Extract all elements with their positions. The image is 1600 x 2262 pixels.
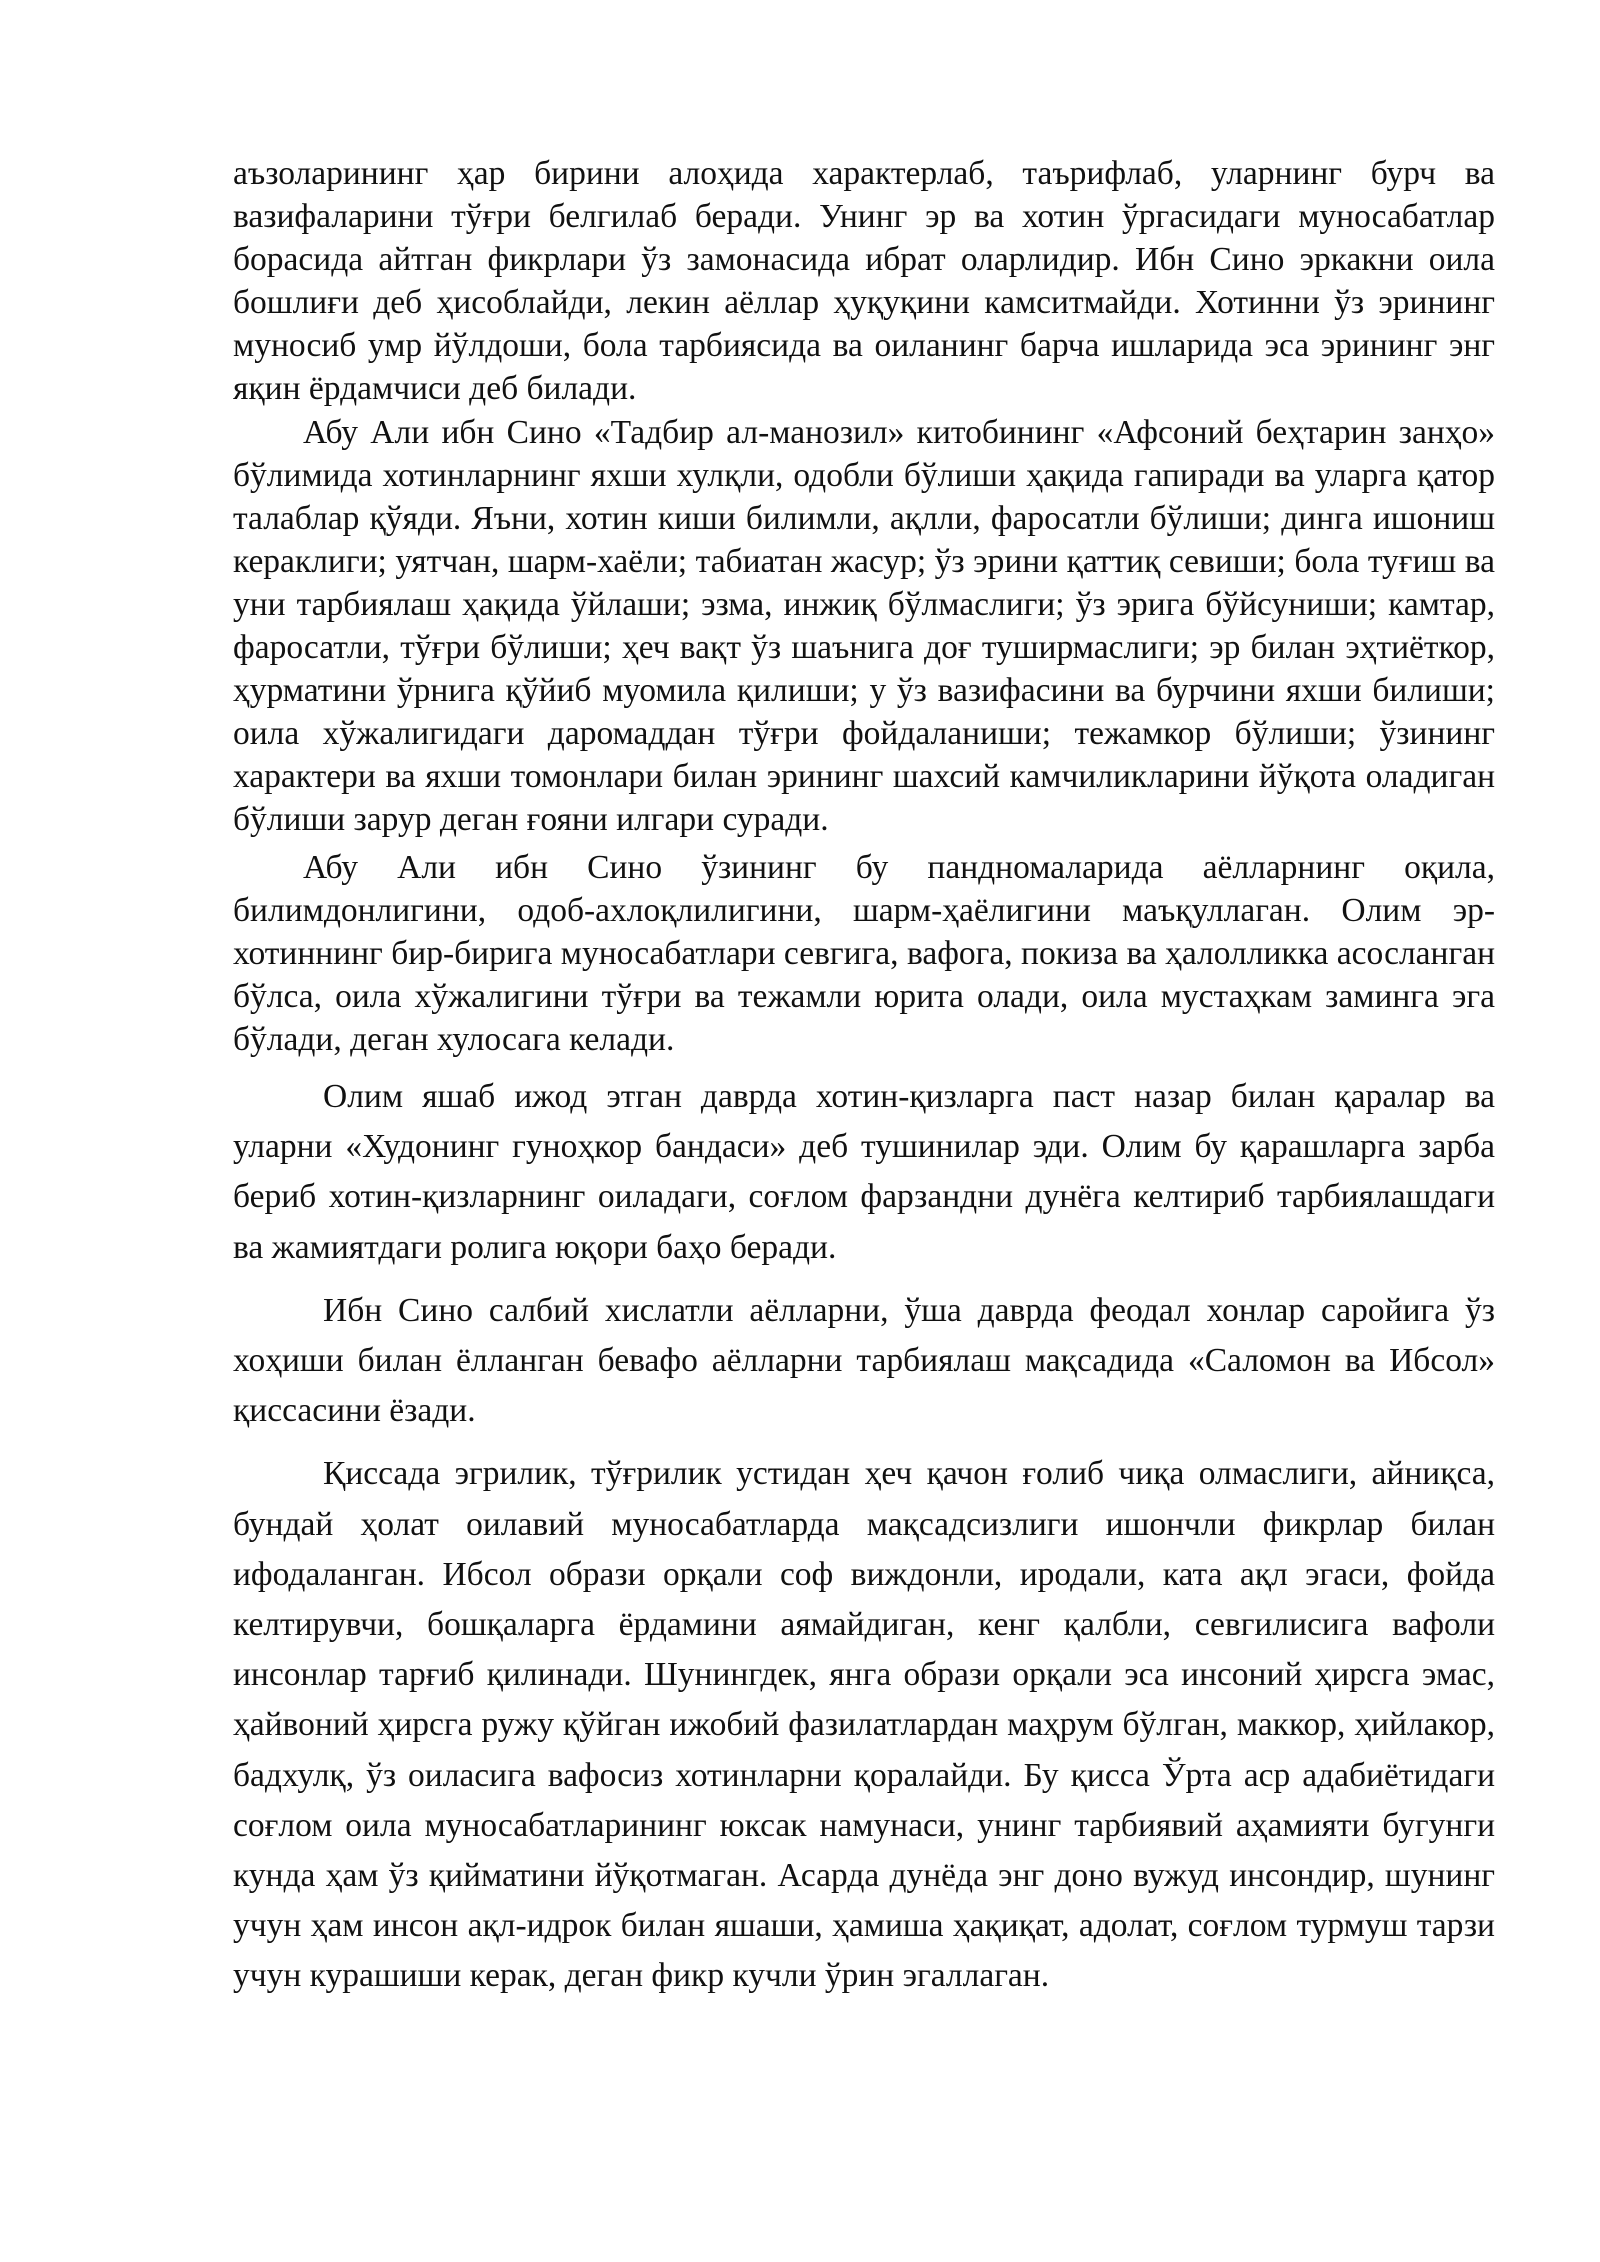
paragraph-1: аъзоларининг ҳар бирини алоҳида характерлаб, таърифлаб, уларнинг бурч ва вазифаларини тўғри белгилаб беради. Унинг эр ва хотин ўргасидаги муносабатлар борасида айтган фикрлари ўз замонасида ибрат оларлидир. Ибн Сино эркакни оила бошлиғи деб ҳисоблайди, лекин аёллар ҳуқуқини камситмайди. Хотинни ўз эрининг муносиб умр йўлдоши, бола тарбиясида ва оиланинг барча ишларида эса эрининг энг яқин ёрдамчиси деб билади. [233, 155, 1495, 408]
paragraph-2: Абу Али ибн Сино «Тадбир ал-манозил» китобининг «Афсоний беҳтарин занҳо» бўлимида хотинларнинг яхши хулқли, одобли бўлиши ҳақида гапиради ва уларга қатор талаблар қўяди. Яъни, хотин киши билимли, ақлли, фаросатли бўлиши; динга ишониш кераклиги; уятчан, шарм-хаёли; табиатан жасур; ўз эрини қаттиқ севиши; бола туғиш ва уни тарбиялаш ҳақида ўйлаши; эзма, инжиқ бўлмаслиги; ўз эрига бўйсуниши; камтар, фаросатли, тўғри бўлиши; ҳеч вақт ўз шаънига доғ туширмаслиги; эр билан эҳтиёткор, ҳурматини ўрнига қўйиб муомила қилиши; у ўз вазифасини ва бурчини яхши билиши; оила хўжалигидаги даромаддан тўғри фойдаланиши; тежамкор бўлиши; ўзининг характери ва яхши томонлари билан эрининг шахсий камчиликларини йўқота оладиган бўлиши зарур деган ғояни илгари суради. [233, 413, 1495, 839]
paragraph-5: Ибн Сино салбий хислатли аёлларни, ўша даврда феодал хонлар саройига ўз хоҳиши билан ёлланган бевафо аёлларни тарбиялаш мақсадида «Саломон ва Ибсол» қиссасини ёзади. [233, 1291, 1495, 1430]
paragraph-4: Олим яшаб ижод этган даврда хотин-қизларга паст назар билан қаралар ва уларни «Худонинг гуноҳкор бандаси» деб тушинилар эди. Олим бу қарашларга зарба бериб хотин-қизларнинг оиладаги, соғлом фарзандни дунёга келтириб тарбиялашдаги ва жамиятдаги ролига юқори баҳо беради. [233, 1077, 1495, 1266]
document-body [233, 152, 1495, 2002]
paragraph-6: Қиссада эгрилик, тўғрилик устидан ҳеч қачон ғолиб чиқа олмаслиги, айниқса, бундай ҳолат оилавий муносабатларда мақсадсизлиги ишончли фикрлар билан ифодаланган. Ибсол образи орқали соф виждонли, иродали, ката ақл эгаси, фойда келтирувчи, бошқаларга ёрдамини аямайдиган, кенг қалбли, севгилисига вафоли инсонлар тарғиб қилинади. Шунингдек, янга образи орқали эса инсоний ҳирсга эмас, ҳайвоний ҳирсга ружу қўйган ижобий фазилатлардан маҳрум бўлган, маккор, ҳийлакор, бадхулқ, ўз оиласига вафосиз хотинларни қоралайди. Бу қисса Ўрта аср адабиётидаги соғлом оила муносабатларининг юксак намунаси, унинг тарбиявий аҳамияти бугунги кунда ҳам ўз қийматини йўқотмаган. Асарда дунёда энг доно вужуд инсондир, шунинг учун ҳам инсон ақл-идрок билан яшаши, ҳамиша ҳақиқат, адолат, соғлом турмуш тарзи учун курашиши керак, деган фикр кучли ўрин эгаллаган. [233, 1455, 1495, 1995]
paragraph-3: Абу Али ибн Сино ўзининг бу пандномаларида аёлларнинг оқила, билимдонлигини, одоб-ахлоқлилигини, шарм-ҳаёлигини маъқуллаган. Олим эр-хотиннинг бир-бирига муносабатлари севгига, вафога, покиза ва ҳалолликка асосланган бўлса, оила хўжалигини тўғри ва тежамли юрита олади, оила мустаҳкам заминга эга бўлади, деган хулосага келади. [233, 848, 1495, 1058]
